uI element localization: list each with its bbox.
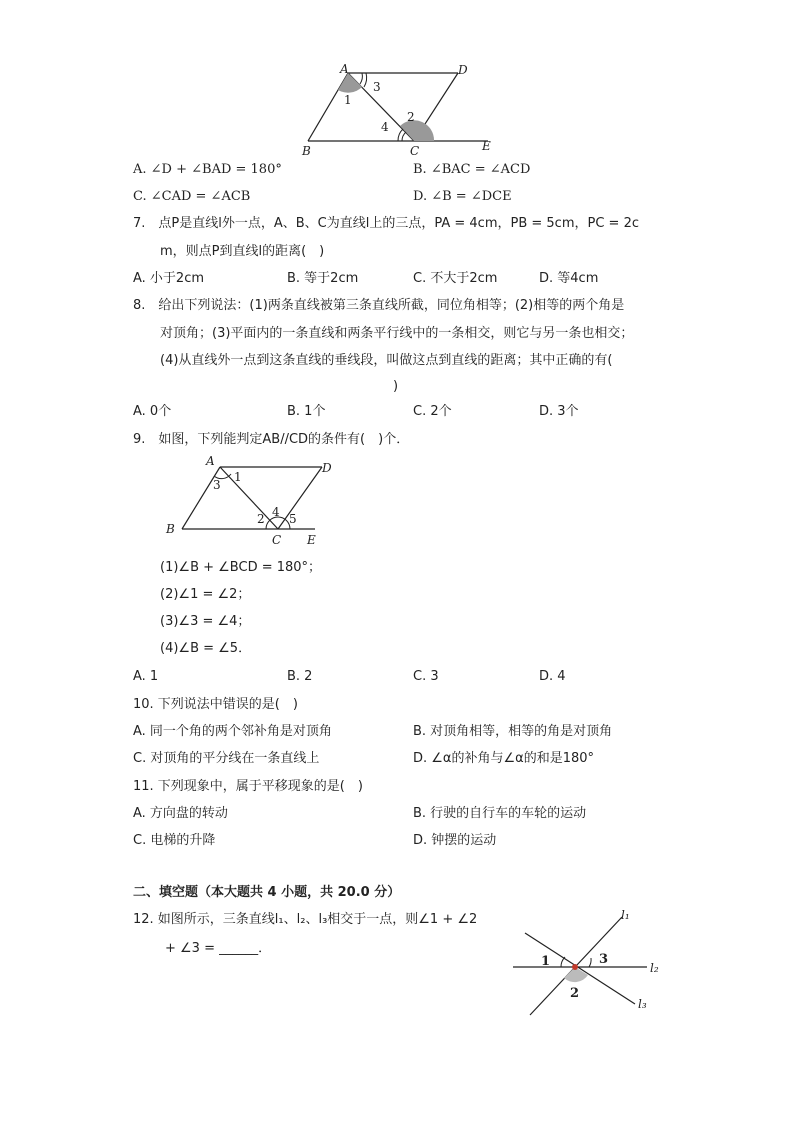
label-a: A bbox=[340, 62, 349, 76]
angle-mark-c bbox=[400, 120, 434, 141]
segment-ab bbox=[308, 73, 348, 141]
q6-option-d[interactable]: D. ∠B = ∠DCE bbox=[413, 189, 512, 204]
q6-option-b[interactable]: B. ∠BAC = ∠ACD bbox=[413, 162, 531, 177]
angle-label-4: 4 bbox=[272, 505, 280, 519]
q9-stem: 9. 如图，下列能判定AB//CD的条件有( )个． bbox=[133, 432, 410, 447]
q10-option-a[interactable]: A. 同一个角的两个邻补角是对顶角 bbox=[133, 724, 332, 739]
q7-option-a[interactable]: A. 小于2cm bbox=[133, 271, 205, 286]
angle-arc-c bbox=[402, 132, 406, 141]
q9-condition-3: (3)∠3 = ∠4； bbox=[160, 614, 251, 629]
angle-label-1: 1 bbox=[541, 954, 551, 969]
angle-label-3: 3 bbox=[599, 952, 609, 967]
angle-label-2: 2 bbox=[570, 986, 580, 1001]
q9-option-a[interactable]: A. 1 bbox=[133, 669, 159, 684]
label-d: D bbox=[322, 461, 332, 475]
q11-option-a[interactable]: A. 方向盘的转动 bbox=[133, 806, 228, 821]
angle-label-5: 5 bbox=[289, 512, 297, 526]
q9-condition-2: (2)∠1 = ∠2； bbox=[160, 587, 251, 602]
q9-option-d[interactable]: D. 4 bbox=[539, 669, 566, 684]
angle-arc-a bbox=[360, 73, 362, 84]
angle-arc-3 bbox=[589, 958, 591, 967]
q11-stem: 11. 下列现象中，属于平移现象的是( ) bbox=[133, 779, 363, 794]
angle-label-1: 1 bbox=[234, 470, 242, 484]
q8-stem-line4: ) bbox=[393, 379, 399, 394]
q11-option-c[interactable]: C. 电梯的升降 bbox=[133, 833, 216, 848]
q6-option-a[interactable]: A. ∠D + ∠BAD = 180° bbox=[133, 162, 282, 177]
figure-q12 bbox=[505, 905, 675, 1025]
label-c: C bbox=[272, 533, 282, 547]
angle-label-3: 3 bbox=[373, 80, 381, 94]
q8-option-c[interactable]: C. 2个 bbox=[413, 404, 452, 419]
label-e: E bbox=[307, 533, 316, 547]
label-l1: l₁ bbox=[621, 908, 630, 922]
q8-stem-line1: 8. 给出下列说法：(1)两条直线被第三条直线所截，同位角相等；(2)相等的两个角是 bbox=[133, 298, 625, 313]
figure-q9 bbox=[160, 452, 340, 552]
q9-option-c[interactable]: C. 3 bbox=[413, 669, 439, 684]
q9-option-b[interactable]: B. 2 bbox=[287, 669, 313, 684]
q7-stem-line2: m，则点P到直线l的距离( ) bbox=[160, 244, 325, 259]
angle-label-2: 2 bbox=[407, 110, 415, 124]
q8-option-a[interactable]: A. 0个 bbox=[133, 404, 172, 419]
angle-arc-a2 bbox=[364, 73, 367, 87]
label-l2: l₂ bbox=[650, 961, 659, 975]
q8-option-d[interactable]: D. 3个 bbox=[539, 404, 579, 419]
label-l3: l₃ bbox=[638, 997, 647, 1011]
q12-stem-line1: 12. 如图所示，三条直线l₁、l₂、l₃相交于一点，则∠1 + ∠2 bbox=[133, 912, 478, 927]
q7-stem-line1: 7. 点P是直线l外一点，A、B、C为直线l上的三点，PA = 4cm，PB = 5cm，PC = 2c bbox=[133, 216, 639, 231]
figure-top bbox=[290, 60, 510, 160]
q11-option-b[interactable]: B. 行驶的自行车的车轮的运动 bbox=[413, 806, 587, 821]
q7-option-b[interactable]: B. 等于2cm bbox=[287, 271, 359, 286]
q7-option-d[interactable]: D. 等4cm bbox=[539, 271, 599, 286]
label-d: D bbox=[458, 63, 468, 77]
angle-label-4: 4 bbox=[381, 120, 389, 134]
label-b: B bbox=[302, 144, 311, 158]
q6-option-c[interactable]: C. ∠CAD = ∠ACB bbox=[133, 189, 251, 204]
segment-cd bbox=[278, 467, 322, 529]
q8-stem-line2: 对顶角；(3)平面内的一条直线和两条平行线中的一条相交，则它与另一条也相交； bbox=[160, 326, 634, 341]
section-2-title: 二、填空题（本大题共 4 小题，共 20.0 分） bbox=[133, 885, 401, 900]
q10-option-d[interactable]: D. ∠α的补角与∠α的和是180° bbox=[413, 751, 595, 766]
label-e: E bbox=[482, 139, 491, 153]
q8-option-b[interactable]: B. 1个 bbox=[287, 404, 326, 419]
q10-stem: 10. 下列说法中错误的是( ) bbox=[133, 697, 298, 712]
q11-option-d[interactable]: D. 钟摆的运动 bbox=[413, 833, 497, 848]
q8-stem-line3: (4)从直线外一点到这条直线的垂线段，叫做这点到直线的距离；其中正确的有( bbox=[160, 353, 613, 368]
q9-condition-4: (4)∠B = ∠5． bbox=[160, 641, 252, 656]
label-b: B bbox=[166, 522, 175, 536]
q10-option-b[interactable]: B. 对顶角相等，相等的角是对顶角 bbox=[413, 724, 613, 739]
q7-option-c[interactable]: C. 不大于2cm bbox=[413, 271, 498, 286]
q12-stem-line2: + ∠3 = ______． bbox=[165, 941, 272, 956]
intersection-point bbox=[572, 964, 578, 970]
q10-option-c[interactable]: C. 对顶角的平分线在一条直线上 bbox=[133, 751, 320, 766]
q9-condition-1: (1)∠B + ∠BCD = 180°； bbox=[160, 560, 322, 575]
label-c: C bbox=[410, 144, 420, 158]
angle-label-1: 1 bbox=[344, 93, 352, 107]
angle-label-3: 3 bbox=[213, 478, 221, 492]
angle-label-2: 2 bbox=[257, 512, 265, 526]
label-a: A bbox=[206, 454, 215, 468]
